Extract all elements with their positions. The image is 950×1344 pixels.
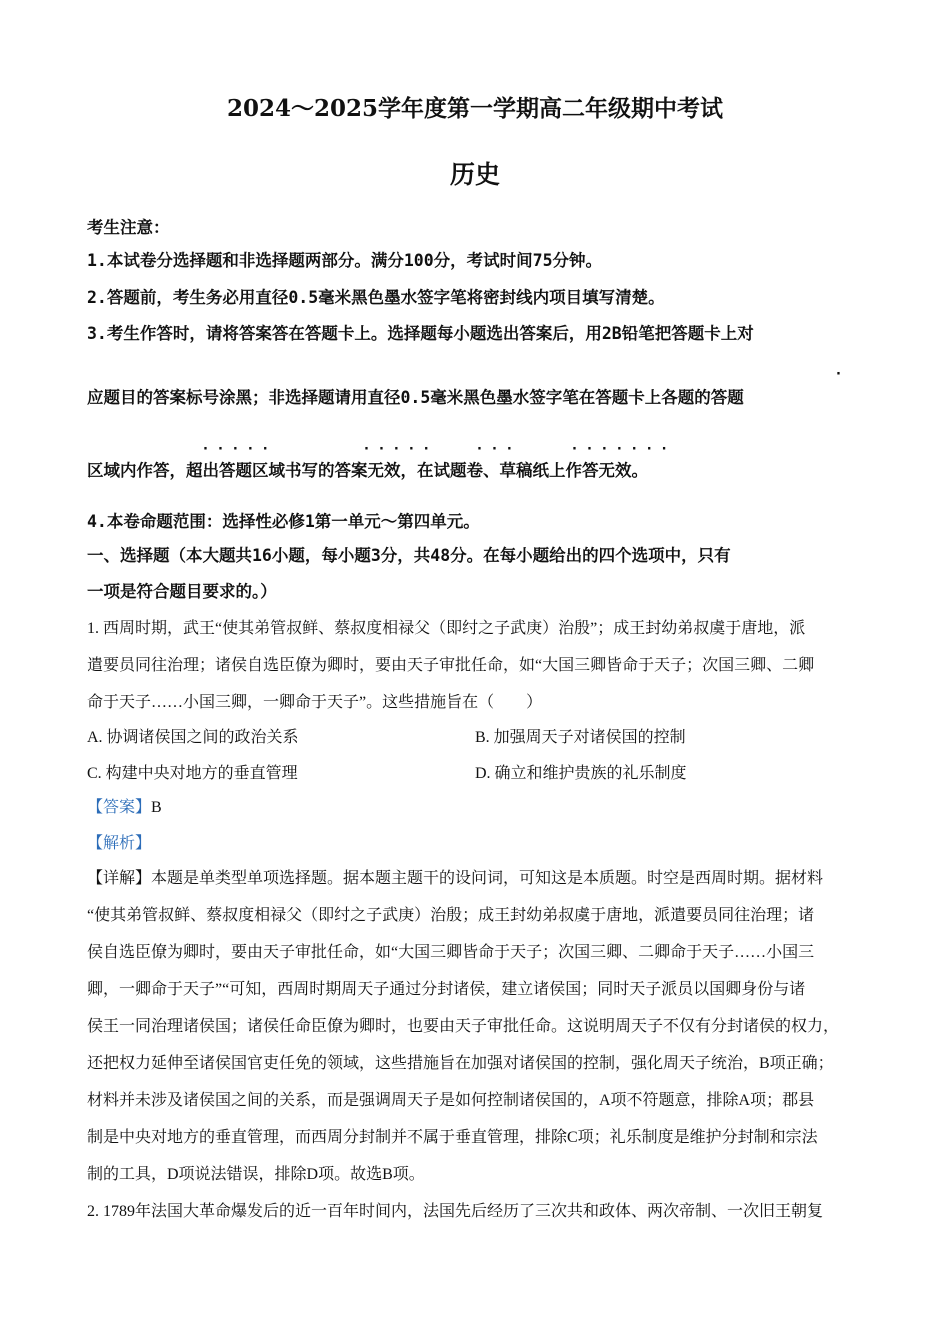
notice-item-4: 4.本卷命题范围：选择性必修1第一单元～第四单元。 bbox=[87, 512, 480, 531]
q1-detail-line: 制是中央对地方的垂直管理，而西周分封制并不属于垂直管理，排除C项；礼乐制度是维护分封制和宗法 bbox=[87, 1129, 818, 1146]
q1-answer bbox=[87, 794, 162, 817]
notice-item-1: 1.本试卷分选择题和非选择题两部分。满分100分，考试时间75分钟。 bbox=[87, 251, 603, 270]
q1-stem-line: 遣要员同往治理；诸侯自选臣僚为卿时，要由天子审批任命，如“大国三卿皆命于天子；次国三卿、二卿 bbox=[87, 657, 815, 674]
q2-stem-line: 2. 1789年法国大革命爆发后的近一百年时间内，法国先后经历了三次共和政体、两次帝制、一次旧王朝复 bbox=[87, 1203, 824, 1220]
subject-title: 历史 bbox=[449, 160, 500, 189]
answer-tag: 【答案】 bbox=[87, 799, 152, 816]
q1-detail-line: 卿，一卿命于天子”“可知，西周时期周天子通过分封诸侯，建立诸侯国；同时天子派员以国卿身份与诸 bbox=[87, 981, 806, 998]
q1-detail-line: 材料并未涉及诸侯国之间的关系，而是强调周天子是如何控制诸侯国的，A项不符题意，排除A项；郡县 bbox=[87, 1092, 815, 1109]
section-heading: 一、选择题（本大题共16小题，每小题3分，共48分。在每小题给出的四个选项中，只有 bbox=[87, 546, 731, 565]
q1-detail-line: “使其弟管叔鲜、蔡叔度相禄父（即纣之子武庚）治殷；成王封幼弟叔虞于唐地，派遣要员同往治理；诸 bbox=[87, 907, 815, 924]
q1-detail-line bbox=[87, 865, 823, 888]
q1-option-c: C. 构建中央对地方的垂直管理 bbox=[87, 765, 298, 782]
q1-option-d: D. 确立和维护贵族的礼乐制度 bbox=[475, 765, 687, 782]
notice-heading: 考生注意： bbox=[87, 218, 170, 237]
q1-detail-line: 侯自选臣僚为卿时，要由天子审批任命，如“大国三卿皆命于天子；次国三卿、二卿命于天子……小国三 bbox=[87, 944, 815, 961]
analysis-tag: 【解析】 bbox=[87, 835, 152, 852]
emphasis-dots-3: ··· bbox=[477, 442, 522, 457]
emphasis-dots-2: ····· bbox=[364, 442, 439, 457]
q1-stem-line: 1. 西周时期，武王“使其弟管叔鲜、蔡叔度相禄父（即纣之子武庚）治殷”；成王封幼弟叔虞于唐地，派 bbox=[87, 620, 806, 637]
emphasis-dots-1: ····· bbox=[203, 442, 278, 457]
notice-item-2: 2.答题前，考生务必用直径0.5毫米黑色墨水签字笔将密封线内项目填写清楚。 bbox=[87, 288, 665, 307]
q1-stem-line: 命于天子……小国三卿，一卿命于天子”。这些措施旨在（ ） bbox=[87, 694, 543, 711]
notice-item-3-cont2: 区域内作答，超出答题区域书写的答案无效，在试题卷、草稿纸上作答无效。 bbox=[87, 461, 648, 480]
q1-option-a: A. 协调诸侯国之间的政治关系 bbox=[87, 729, 299, 746]
detail-text: 本题是单类型单项选择题。据本题主题干的设问词，可知这是本质题。时空是西周时期。据材料 bbox=[151, 870, 824, 887]
q1-detail-line: 还把权力延伸至诸侯国官吏任免的领域，这些措施旨在加强对诸侯国的控制，强化周天子统治，B项正确； bbox=[87, 1055, 834, 1072]
emphasis-dot: · bbox=[836, 367, 851, 382]
q1-option-b: B. 加强周天子对诸侯国的控制 bbox=[475, 729, 686, 746]
q1-analysis-tag bbox=[87, 830, 151, 853]
notice-item-3: 3.考生作答时，请将答案答在答题卡上。选择题每小题选出答案后，用2B铅笔把答题卡上对 bbox=[87, 324, 754, 343]
exam-title: 2024～2025学年度第一学期高二年级期中考试 bbox=[226, 95, 724, 122]
answer-value: B bbox=[151, 799, 162, 816]
detail-tag: 【详解】 bbox=[87, 870, 152, 887]
q1-detail-line: 制的工具，D项说法错误，排除D项。故选B项。 bbox=[87, 1166, 425, 1183]
notice-item-3-cont: 应题目的答案标号涂黑；非选择题请用直径0.5毫米黑色墨水签字笔在答题卡上各题的答题 bbox=[87, 388, 744, 407]
q1-detail-line: 侯王一同治理诸侯国；诸侯任命臣僚为卿时，也要由天子审批任命。这说明周天子不仅有分封诸侯的权力， bbox=[87, 1018, 840, 1035]
section-heading-cont: 一项是符合题目要求的。） bbox=[87, 582, 277, 601]
emphasis-dots-4: ······· bbox=[572, 442, 677, 457]
